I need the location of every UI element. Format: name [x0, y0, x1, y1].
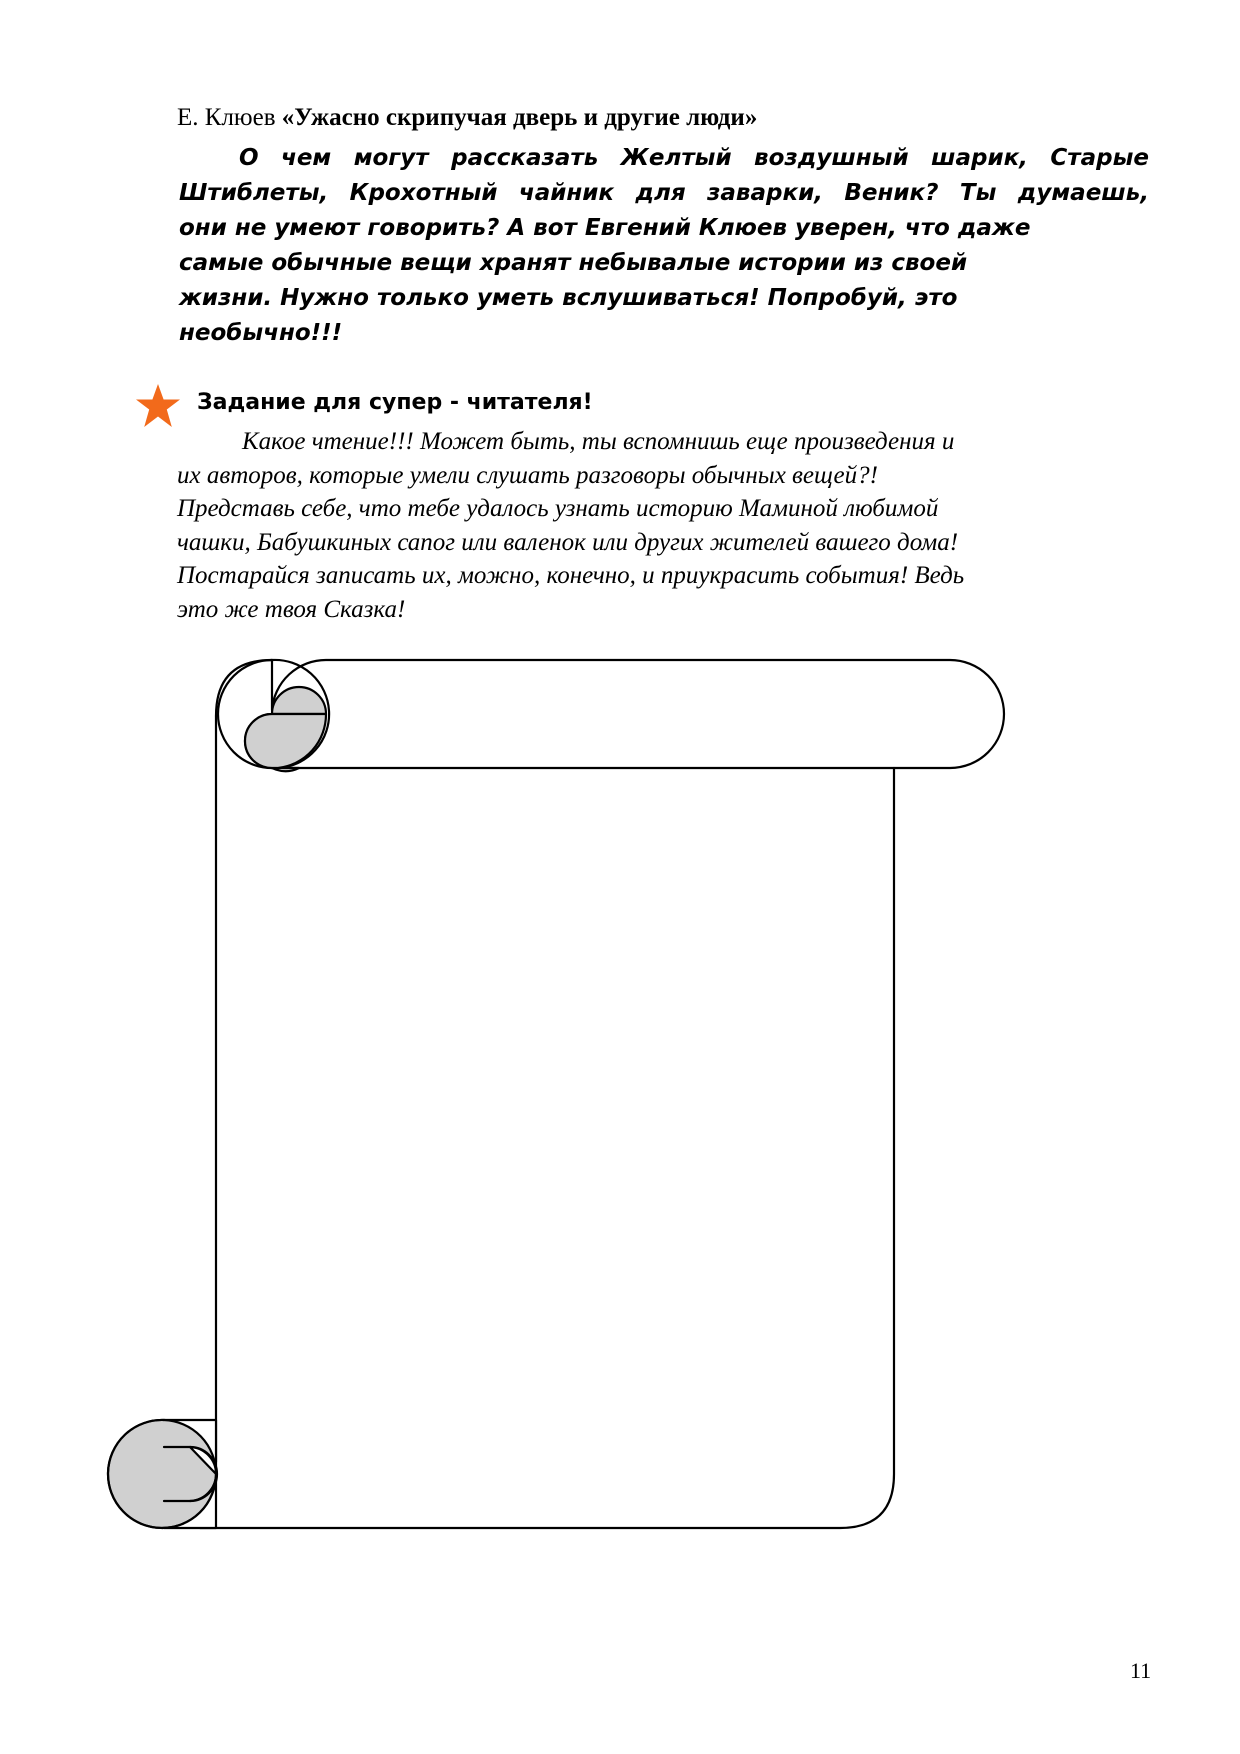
task-line: их авторов, которые умели слушать разговоры обычных вещей?! [177, 461, 878, 489]
task-line: это же твоя Сказка! [177, 595, 406, 623]
intro-line: самые обычные вещи хранят небывалые истории из своей [179, 250, 968, 276]
task-line: чашки, Бабушкиных сапог или валенок или других жителей вашего дома! [177, 528, 959, 556]
task-line: Представь себе, что тебе удалось узнать историю Маминой любимой [177, 495, 939, 522]
book-title: «Ужасно скрипучая дверь и другие люди» [281, 104, 758, 131]
intro-line: О чем могут рассказать Желтый воздушный шарик, Старые [239, 145, 1149, 171]
scroll-top-roll [218, 660, 1004, 768]
intro-line: Штиблеты, Крохотный чайник для заварки, Веник? Ты думаешь, [179, 180, 1149, 206]
scroll-sheet [200, 716, 894, 1528]
intro-line: они не умеют говорить? А вот Евгений Клюев уверен, что даже [179, 215, 1031, 241]
page-number: 11 [1130, 1658, 1152, 1683]
task-line: Какое чтение!!! Может быть, ты вспомнишь еще произведения и [242, 428, 955, 455]
task-line: Постарайся записать их, можно, конечно, и приукрасить события! Ведь [177, 562, 965, 589]
intro-line: жизни. Нужно только уметь вслушиваться! Попробуй, это [179, 285, 958, 311]
book-author: Е. Клюев [177, 104, 276, 131]
intro-line: необычно!!! [179, 320, 343, 346]
task-heading: Задание для супер - читателя! [197, 390, 593, 415]
